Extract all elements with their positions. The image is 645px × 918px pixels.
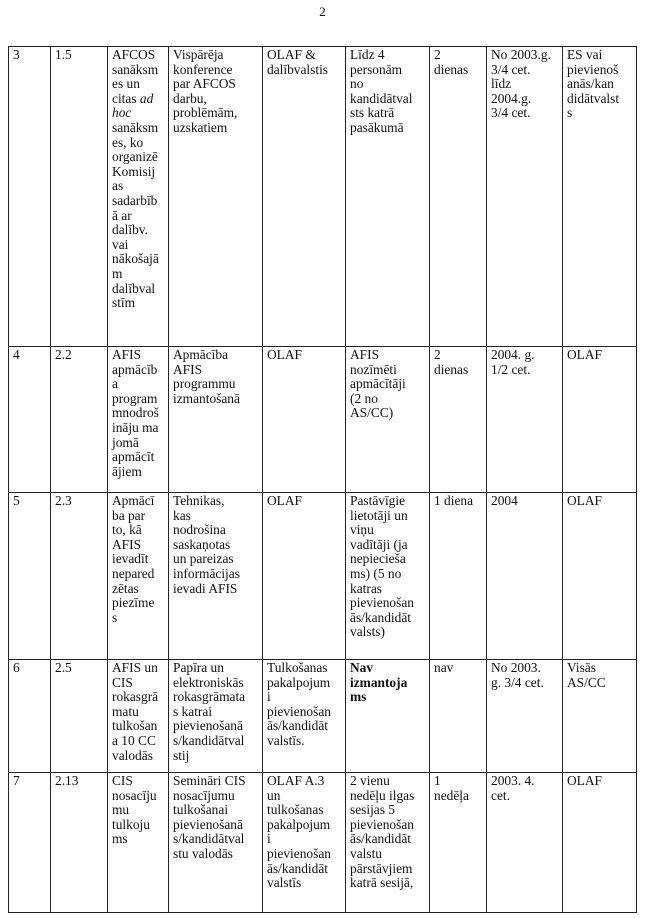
description-cell: Vispārēja konference par AFCOS darbu, problēmām, uzskatiem: [169, 47, 263, 347]
row-number-cell: 4: [9, 347, 51, 493]
description-cell: Apmācība AFIS programmu izmantošanā: [169, 347, 263, 493]
participants-cell: Nav izmantoja ms: [346, 660, 430, 773]
activity-cell: AFCOS sanāksm es un citas ad hoc sanāksm es, ko organizē Komisij as sadarbīb ā ar dalībv. vai nākošajā m dalībval stīm: [108, 47, 169, 347]
activity-cell: AFIS apmācīb a program mnodroš ināju ma jomā apmācīt ājiem: [108, 347, 169, 493]
activity-code-cell: 2.5: [51, 660, 108, 773]
row-number-cell: 5: [9, 493, 51, 660]
timing-cell: 2003. 4. cet.: [487, 773, 563, 913]
provider-cell: OLAF A.3 un tulkošanas pakalpojum i pievienošan ās/kandidāt valstīs: [263, 773, 346, 913]
activity-cell: Apmācī ba par to, kā AFIS ievadīt nepared zētas piezīme s: [108, 493, 169, 660]
location-cell: Visās AS/CC: [563, 660, 637, 773]
duration-cell: nav: [430, 660, 487, 773]
duration-cell: 1 diena: [430, 493, 487, 660]
provider-cell: OLAF & dalībvalstis: [263, 47, 346, 347]
location-cell: ES vai pievienoš anās/kan didātvalst s: [563, 47, 637, 347]
table-row: [9, 347, 637, 493]
provider-cell: Tulkošanas pakalpojum i pievienošan ās/kandidāt valstīs.: [263, 660, 346, 773]
training-table: [8, 46, 637, 913]
activity-code-cell: 2.13: [51, 773, 108, 913]
row-number-cell: 7: [9, 773, 51, 913]
timing-cell: No 2003. g. 3/4 cet.: [487, 660, 563, 773]
row-number-cell: 3: [9, 47, 51, 347]
participants-cell: 2 vienu nedēļu ilgas sesijas 5 pievienošan ās/kandidāt valstu pārstāvjiem katrā sesijā,: [346, 773, 430, 913]
activity-cell: CIS nosacīju mu tulkoju ms: [108, 773, 169, 913]
table-row: [9, 773, 637, 913]
description-cell: Tehnikas, kas nodrošina saskaņotas un pareizas informācijas ievadi AFIS: [169, 493, 263, 660]
activity-code-cell: 1.5: [51, 47, 108, 347]
duration-cell: 1 nedēļa: [430, 773, 487, 913]
table-row: [9, 660, 637, 773]
timing-cell: No 2003.g. 3/4 cet. līdz 2004.g. 3/4 cet.: [487, 47, 563, 347]
table-row: [9, 493, 637, 660]
timing-cell: 2004. g. 1/2 cet.: [487, 347, 563, 493]
location-cell: OLAF: [563, 773, 637, 913]
location-cell: OLAF: [563, 347, 637, 493]
description-cell: Papīra un elektroniskās rokasgrāmata s katrai pievienošanā s/kandidātval stij: [169, 660, 263, 773]
page-number: 2: [319, 4, 326, 19]
duration-cell: 2 dienas: [430, 347, 487, 493]
provider-cell: OLAF: [263, 493, 346, 660]
table-row: [9, 47, 637, 347]
provider-cell: OLAF: [263, 347, 346, 493]
activity-code-cell: 2.2: [51, 347, 108, 493]
row-number-cell: 6: [9, 660, 51, 773]
description-cell: Semināri CIS nosacījumu tulkošanai pievienošanā s/kandidātval stu valodās: [169, 773, 263, 913]
participants-cell: Līdz 4 personām no kandidātval sts katrā pasākumā: [346, 47, 430, 347]
activity-cell: AFIS un CIS rokasgrā matu tulkošan a 10 CC valodās: [108, 660, 169, 773]
activity-code-cell: 2.3: [51, 493, 108, 660]
participants-cell: Pastāvīgie lietotāji un viņu vadītāji (ja nepieciešа ms) (5 no katras pievienošan ās/kandidāt valsts): [346, 493, 430, 660]
location-cell: OLAF: [563, 493, 637, 660]
timing-cell: 2004: [487, 493, 563, 660]
duration-cell: 2 dienas: [430, 47, 487, 347]
participants-cell: AFIS nozīmēti apmācītāji (2 no AS/CC): [346, 347, 430, 493]
